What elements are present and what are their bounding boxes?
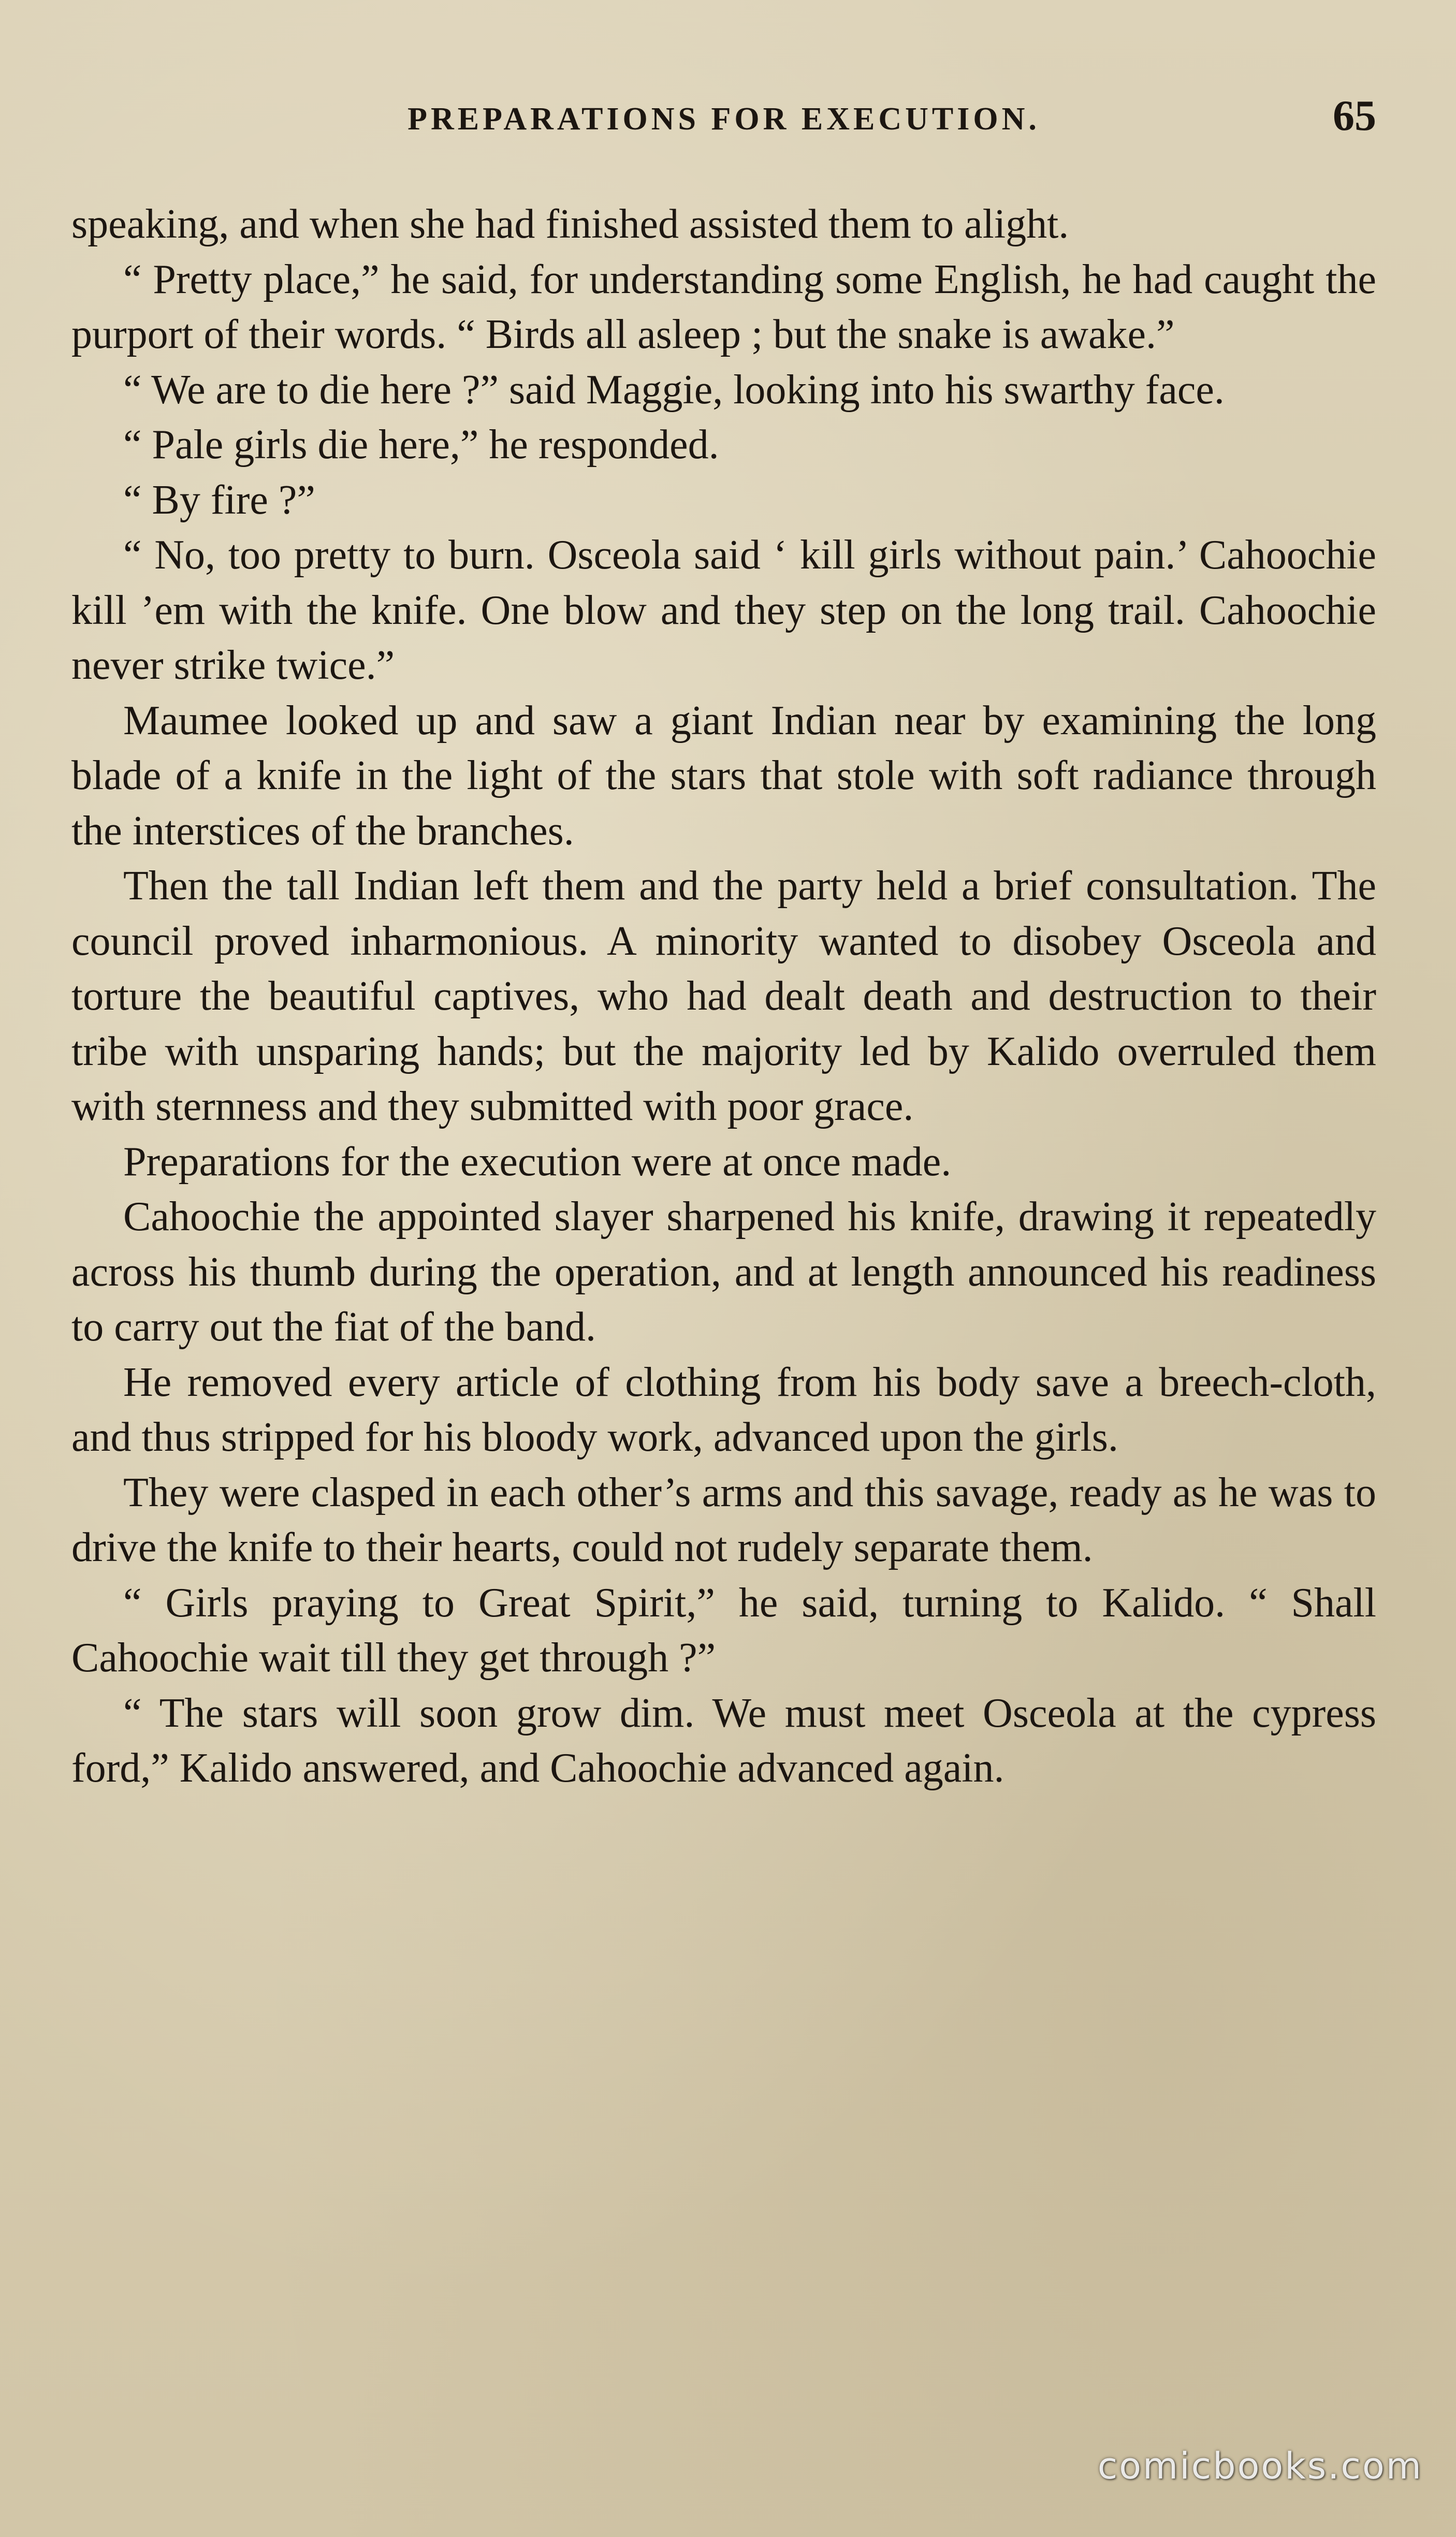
page-number: 65	[1333, 92, 1376, 140]
paragraph-2: “ Pretty place,” he said, for understanding some English, he had caught the purport of their words. “ Birds all asleep ; but the snake is awake.”	[71, 256, 1376, 357]
paragraph-3: “ We are to die here ?” said Maggie, looking into his swarthy face.	[123, 367, 1225, 413]
running-head: PREPARATIONS FOR EXECUTION.	[407, 101, 1040, 137]
paragraph-7: Maumee looked up and saw a giant Indian near by examining the long blade of a knife in the light of the stars that stole with soft radiance through the interstices of the branches.	[71, 697, 1376, 854]
watermark: comicbooks.com	[1097, 2445, 1423, 2487]
paragraph-9: Preparations for the execution were at once made.	[123, 1139, 952, 1185]
page-header	[71, 91, 1376, 148]
paragraph-12: They were clasped in each other’s arms and this savage, ready as he was to drive the knife to their hearts, could not rudely separate them.	[71, 1469, 1376, 1570]
body-text	[71, 197, 1376, 1796]
paragraph-5: “ By fire ?”	[123, 477, 315, 523]
paragraph-13: “ Girls praying to Great Spirit,” he said, turning to Kalido. “ Shall Cahoochie wait till they get through ?”	[71, 1580, 1376, 1681]
paragraph-14: “ The stars will soon grow dim. We must meet Osceola at the cypress ford,” Kalido answered, and Cahoochie advanced again.	[71, 1690, 1376, 1791]
paragraph-6: “ No, too pretty to burn. Osceola said ‘ kill girls without pain.’ Cahoochie kill ’em with the knife. One blow and they step on the long trail. Cahoochie never strike twice.”	[71, 532, 1376, 688]
paragraph-11: He removed every article of clothing from his body save a breech-cloth, and thus stripped for his bloody work, advanced upon the girls.	[71, 1359, 1376, 1460]
paragraph-8: Then the tall Indian left them and the party held a brief consultation. The council proved inharmonious. A minority wanted to disobey Osceola and torture the beautiful captives, who had dealt death and destruction to their tribe with unsparing hands; but the majority led by Kalido overruled them with sternness and they submitted with poor grace.	[71, 863, 1376, 1129]
paragraph-4: “ Pale girls die here,” he responded.	[123, 422, 719, 468]
paragraph-1: speaking, and when she had finished assisted them to alight.	[71, 201, 1069, 247]
paragraph-10: Cahoochie the appointed slayer sharpened his knife, drawing it repeatedly across his thumb during the operation, and at length announced his readiness to carry out the fiat of the band.	[71, 1194, 1376, 1350]
